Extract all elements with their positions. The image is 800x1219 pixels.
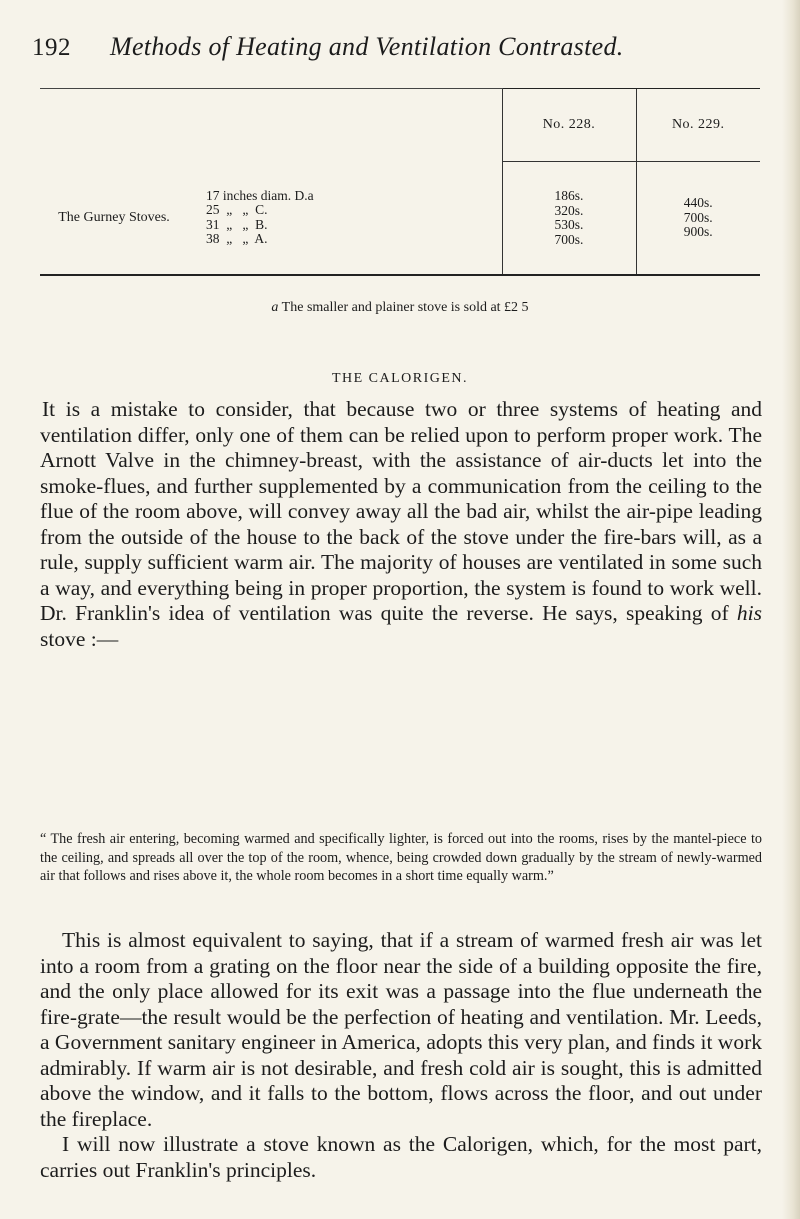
price-value: 186s. — [554, 188, 584, 203]
paragraph-1-italic: his — [736, 601, 762, 625]
prices-no-229 — [636, 162, 760, 276]
page-edge — [782, 0, 800, 1219]
price-table — [40, 88, 760, 276]
running-title: Methods of Heating and Ventilation Contrasted. — [110, 32, 624, 61]
paragraph-1 — [40, 397, 762, 652]
size-line: 25 „ „ C. — [206, 202, 268, 218]
prices-no-228 — [502, 162, 636, 276]
header-cell-size — [188, 89, 502, 162]
size-line: 31 „ „ B. — [206, 216, 268, 232]
stove-sizes — [188, 162, 502, 276]
footnote-marker: a — [271, 300, 279, 315]
header-no-228: No. 228. — [502, 89, 636, 162]
table-row — [40, 162, 760, 276]
size-line: 17 inches diam. D.a — [206, 187, 314, 203]
price-value: 530s. — [554, 217, 584, 232]
paragraph-1-end: stove :— — [40, 626, 119, 651]
header-no-229: No. 229. — [636, 89, 760, 162]
page-number: 192 — [32, 34, 71, 61]
table-header-row — [40, 89, 760, 162]
paragraph-1-text: It is a mistake to consider, that because two or three systems of heating and ventilation differ, only one of them can be relied upon to perform proper work. The Arnott Valve in the chimney-breast, with the assistance of air-ducts let into the smoke-flues, and further supplemented by a communication from the ceiling to the flue of the room above, will convey away all the bad air, whilst the air-pipe leading from the outside of the house to the back of the stove under the fire-bars will, as a rule, supply sufficient warm air. The majority of houses are ventilated in some such a way, and everything being in proper proportion, the system is found to work well. Dr. Franklin's idea of ventilation was quite the reverse. He says, speaking of — [40, 397, 762, 625]
size-line: 38 „ „ A. — [206, 231, 268, 247]
price-value: 440s. — [683, 195, 713, 211]
page-header — [0, 32, 800, 72]
price-value: 700s. — [683, 209, 713, 225]
footnote — [0, 300, 800, 316]
paragraph-3-text: I will now illustrate a stove known as the Calorigen, which, for the most part, carries out Franklin's principles. — [40, 1132, 762, 1182]
stove-name: The Gurney Stoves. — [40, 162, 188, 276]
price-value: 700s. — [554, 231, 584, 247]
price-value: 900s. — [683, 224, 713, 240]
price-value: 320s. — [554, 202, 584, 218]
paragraph-2-text: This is almost equivalent to saying, that if a stream of warmed fresh air was let into a room from a grating on the floor near the side of a building opposite the fire, and the only place allowed for its exit was a passage into the flue underneath the fire-grate—the result would be the perfection of heating and ventilation. Mr. Leeds, a Government sanitary engineer in America, adopts this very plan, and finds it work admirably. If warm air is not desirable, and fresh cold air is sought, this is admitted above the window, and it falls to the bottom, flows across the floor, and out under the fireplace. — [40, 928, 762, 1131]
block-quote: “ The fresh air entering, becoming warmed and specifically lighter, is forced out into the rooms, rises by the mantel-piece to the ceiling, and spreads all over the top of the room, whence, being crowded down gradually by the stream of newly-warmed air that follows and rises above it, the whole room becomes in a short time equally warm.” — [40, 831, 762, 884]
paragraph-2 — [40, 928, 762, 1183]
section-title: THE CALORIGEN. — [331, 371, 469, 386]
footnote-text: The smaller and plainer stove is sold at £2 5 — [281, 300, 529, 315]
header-cell-name — [40, 89, 188, 162]
